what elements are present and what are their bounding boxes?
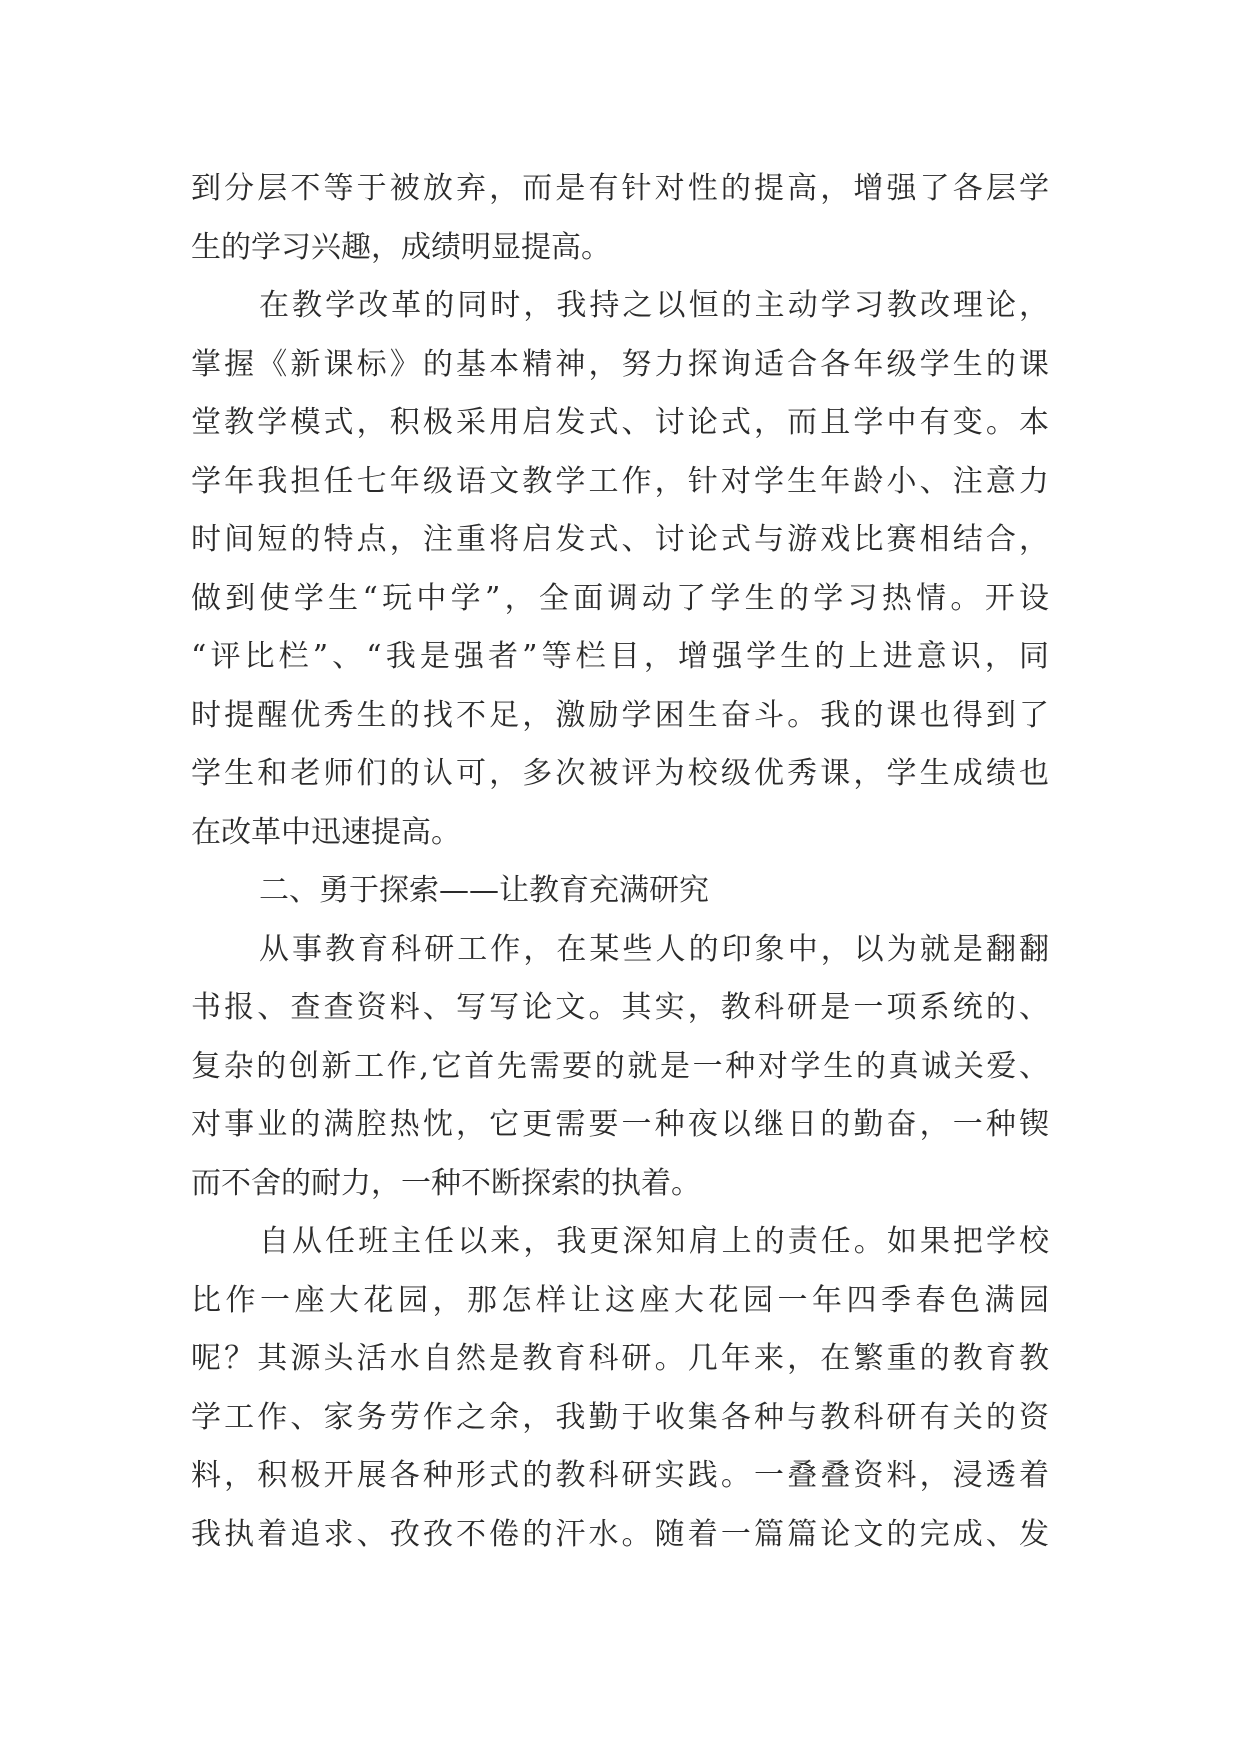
- document-body: [191, 160, 1049, 1564]
- text-line: 堂教学模式，积极采用启发式、讨论式，而且学中有变。本: [191, 405, 1049, 440]
- text-line: 做到使学生“玩中学”，全面调动了学生的学习热情。开设: [191, 580, 1049, 616]
- text-line: 学工作、家务劳作之余，我勤于收集各种与教科研有关的资: [191, 1399, 1049, 1435]
- text-line: 我执着追求、孜孜不倦的汗水。随着一篇篇论文的完成、发: [191, 1516, 1049, 1552]
- text-line: 呢？其源头活水自然是教育科研。几年来，在繁重的教育教: [191, 1341, 1049, 1376]
- text-line: 到分层不等于被放弃，而是有针对性的提高，增强了各层学: [191, 171, 1049, 206]
- text-line: 时提醒优秀生的找不足，激励学困生奋斗。我的课也得到了: [191, 697, 1049, 733]
- section-heading: 二、勇于探索——让教育充满研究: [259, 873, 709, 908]
- text-line: 在改革中迅速提高。: [191, 814, 461, 850]
- text-line: 对事业的满腔热忱，它更需要一种夜以继日的勤奋，一种锲: [191, 1107, 1049, 1142]
- text-line: 学生和老师们的认可，多次被评为校级优秀课，学生成绩也: [191, 756, 1049, 791]
- text-line: 在教学改革的同时，我持之以恒的主动学习教改理论，: [259, 288, 1049, 323]
- text-line: 从事教育科研工作，在某些人的印象中，以为就是翻翻: [259, 931, 1049, 967]
- text-line: 时间短的特点，注重将启发式、讨论式与游戏比赛相结合，: [191, 522, 1049, 557]
- text-line: 自从任班主任以来，我更深知肩上的责任。如果把学校: [259, 1224, 1049, 1259]
- text-line: 料，积极开展各种形式的教科研实践。一叠叠资料，浸透着: [191, 1458, 1049, 1493]
- text-line: 比作一座大花园，那怎样让这座大花园一年四季春色满园: [191, 1282, 1049, 1318]
- text-line: 掌握《新课标》的基本精神，努力探询适合各年级学生的课: [191, 346, 1049, 382]
- text-line: 而不舍的耐力，一种不断探索的执着。: [191, 1165, 701, 1201]
- text-line: “评比栏”、“我是强者”等栏目，增强学生的上进意识，同: [191, 639, 1049, 674]
- text-line: 复杂的创新工作,它首先需要的就是一种对学生的真诚关爱、: [191, 1048, 1049, 1084]
- text-line: 书报、查查资料、写写论文。其实，教科研是一项系统的、: [191, 990, 1049, 1025]
- text-line: 学年我担任七年级语文教学工作，针对学生年龄小、注意力: [191, 463, 1049, 499]
- text-line: 生的学习兴趣，成绩明显提高。: [191, 229, 611, 265]
